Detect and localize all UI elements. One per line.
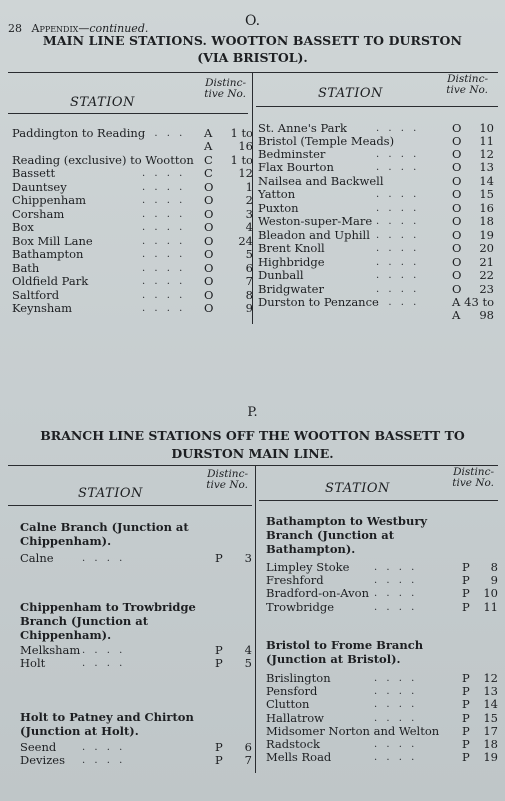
distinctive-letter: A [204,139,213,153]
distinctive-number: 2 [245,193,253,207]
station-name: Highbridge [258,255,325,269]
distinctive-letter: O [204,234,214,248]
distinctive-letter: O [452,214,462,228]
distinctive-number: 19 [483,750,498,765]
table-row [266,587,496,600]
distinctive-number: 22 [479,268,494,282]
dist-head-line1: Distinc- [205,77,246,89]
station-name: Box [12,220,34,234]
table-row [258,309,494,322]
distinctive-number: 14 [479,174,494,188]
leader-dots: . . . . [142,276,186,287]
table-o-right-station-head: STATION [318,86,383,101]
station-name: Dunball [258,268,304,282]
distinctive-letter: P [462,723,470,738]
leader-dots: . . . . [376,297,420,308]
distinctive-letter: P [215,740,223,754]
distinctive-number: 17 [483,723,498,738]
distinctive-number: 23 [479,282,494,296]
station-name: Yatton [258,187,296,201]
distinctive-number: 7 [244,753,252,768]
leader-dots: . . . . [374,739,418,750]
station-name: Trowbridge [266,599,335,614]
distinctive-letter: P [462,697,470,712]
table-p-divider [255,465,256,773]
leader-dots: . . . . [376,162,420,173]
station-name: Bath [12,261,40,275]
distinctive-number: 18 [479,214,494,228]
dist-head-line1: Distinc- [453,466,494,478]
station-name: Calne [20,551,54,565]
table-row [20,741,252,754]
table-row [20,754,252,767]
leader-dots: . . . . [374,699,418,711]
station-name: Brent Knoll [258,241,325,255]
table-row [266,738,496,751]
distinctive-number: 9 [245,301,253,315]
leader-dots: . . . . [374,686,418,698]
distinctive-letter: P [462,710,470,725]
leader-dots: . . . . [374,562,418,573]
leader-dots: . . . . [142,236,186,247]
distinctive-number: 9 [490,573,498,588]
page-number: 28 [8,22,22,35]
distinctive-letter: P [215,643,223,657]
section-o-letter: O. [244,13,261,29]
leader-dots: . . . . [376,270,420,281]
station-name: Radstock [266,737,320,751]
table-p-right-dist-head [444,467,494,489]
table-row [258,269,494,282]
station-name: Bassett [12,166,56,180]
leader-dots: . . . . [376,149,420,160]
table-row [266,725,496,738]
table-row [266,561,496,574]
distinctive-letter: P [462,684,470,699]
distinctive-number: 12 [479,147,494,161]
table-o-right-head-rule [256,106,498,107]
leader-dots: . . . . [82,645,126,656]
leader-dots: . . . . [376,189,420,200]
distinctive-letter: O [204,288,214,302]
distinctive-number: 43 to [464,295,494,309]
continued-label: —continued. [78,22,149,35]
distinctive-letter: O [204,301,214,315]
distinctive-number: 10 [479,121,494,135]
branch-title: Bristol to Frome Branch (Junction at Bristol). [266,638,424,666]
leader-dots: . . . . [142,263,186,274]
distinctive-number: 16 [479,201,494,215]
distinctive-letter: P [462,573,470,588]
distinctive-number: 16 [238,139,253,153]
distinctive-letter: P [462,586,470,601]
table-row [266,751,496,764]
leader-dots: . . . . [376,243,420,254]
station-name: Keynsham [12,301,73,315]
leader-dots: . . . . [376,203,420,214]
station-name: Dauntsey [12,180,67,194]
table-o-top-rule [8,72,498,73]
distinctive-number: 1 [245,180,253,194]
table-row [12,301,253,315]
leader-dots: . . . . [376,284,420,295]
station-name: Brislington [266,671,331,685]
distinctive-letter: O [204,220,214,234]
table-row [12,274,253,288]
distinctive-number: 13 [483,684,498,699]
distinctive-letter: O [452,268,462,282]
table-row [12,247,253,261]
station-name: Devizes [20,753,65,768]
distinctive-letter: O [452,160,462,174]
branch-title: Holt to Patney and Chirton (Junction at Holt). [20,710,194,738]
section-p-title: BRANCH LINE STATIONS OFF THE WOOTTON BASSETT TO [40,428,465,443]
distinctive-number: 12 [238,166,253,180]
station-name: Puxton [258,201,299,215]
table-row [266,712,496,725]
station-name: Flax Bourton [258,160,334,174]
section-o-title: MAIN LINE STATIONS. WOOTTON BASSETT TO DURSTON [42,33,463,48]
leader-dots: . . . . [374,588,418,600]
leader-dots: . . . . [142,182,186,193]
station-name: Box Mill Lane [12,234,93,248]
dist-head-line1: Distinc- [207,468,248,480]
leader-dots: . . . . [376,230,420,241]
distinctive-letter: O [452,255,462,269]
station-name: Bathampton [12,247,84,261]
branch-title: Bathampton to Westbury Branch (Junction at Bathampton). [266,514,428,556]
leader-dots: . . . . [142,222,186,233]
station-name: Chippenham [12,193,86,207]
distinctive-letter: P [462,750,470,765]
distinctive-letter: O [452,134,462,148]
distinctive-letter: P [462,671,470,685]
table-row [12,126,253,140]
distinctive-letter: O [204,274,214,288]
section-p-letter: P. [247,405,258,420]
table-row [258,242,494,255]
branch-title: Chippenham to Trowbridge Branch (Junction at Chippenham). [20,600,196,642]
station-name: Corsham [12,207,65,221]
distinctive-number: 8 [490,560,498,574]
station-name: Clutton [266,697,310,712]
station-name: Bridgwater [258,282,324,296]
distinctive-letter: O [452,187,462,201]
distinctive-number: 4 [245,220,253,234]
station-name: Bedminster [258,147,326,161]
station-name: Durston to Penzance [258,295,379,309]
leader-dots: . . . . [142,209,186,220]
distinctive-letter: A [452,295,461,309]
leader-dots: . . . . [82,658,126,670]
distinctive-letter: C [204,166,213,180]
distinctive-number: 5 [245,247,253,261]
table-o-left-station-head: STATION [70,95,135,110]
distinctive-number: 6 [244,740,252,754]
section-p-subtitle: DURSTON MAIN LINE. [171,446,334,461]
leader-dots: . . . . [82,742,126,753]
distinctive-letter: P [215,656,223,671]
distinctive-letter: O [204,193,214,207]
distinctive-letter: O [452,201,462,215]
distinctive-number: 24 [238,234,253,248]
table-o-right-dist-head [438,74,488,96]
distinctive-letter: P [215,551,223,565]
dist-head-line2: tive No. [204,88,246,100]
table-row [266,685,496,698]
distinctive-number: 10 [483,586,498,601]
distinctive-letter: O [452,121,462,135]
station-name: St. Anne's Park [258,121,347,135]
distinctive-number: 18 [483,737,498,751]
distinctive-letter: P [462,737,470,751]
distinctive-letter: O [204,180,214,194]
dist-head-line1: Distinc- [447,73,488,85]
table-row [266,601,496,614]
dist-head-line2: tive No. [452,477,494,489]
leader-dots: . . . . [374,752,418,764]
table-p-left-head-rule [8,505,252,506]
distinctive-number: 11 [479,134,494,148]
leader-dots: . . . . [82,755,126,767]
station-name: Saltford [12,288,60,302]
table-p-right-station-head: STATION [325,481,390,496]
distinctive-number: 5 [244,656,252,671]
station-name: Oldfield Park [12,274,89,288]
table-row [258,161,494,174]
leader-dots: . . . . [376,257,420,268]
station-name: Freshford [266,573,324,588]
table-p-top-rule [8,465,498,466]
table-o-left-head-rule [8,113,248,114]
station-name: Bleadon and Uphill [258,228,370,242]
distinctive-number: 12 [483,671,498,685]
distinctive-number: 15 [479,187,494,201]
distinctive-letter: O [204,247,214,261]
leader-dots: . . . . [82,553,126,564]
distinctive-number: 15 [483,710,498,725]
table-row [20,552,252,565]
leader-dots: . . . . [142,249,186,260]
distinctive-number: 98 [479,308,494,322]
table-row [266,698,496,711]
table-row [12,193,253,207]
distinctive-letter: O [452,147,462,161]
station-name: Bradford-on-Avon [266,586,369,601]
station-name: Limpley Stoke [266,560,350,574]
section-o-subtitle: (VIA BRISTOL). [197,50,308,65]
table-row [20,657,252,670]
station-name: Weston-super-Mare [258,214,373,228]
distinctive-number: 8 [245,288,253,302]
table-p-right-head-rule [259,500,498,501]
leader-dots: . . . . [142,128,186,139]
running-title: Appendix [31,22,79,35]
table-p-left-station-head: STATION [78,486,143,501]
leader-dots: . . . . [374,575,418,587]
leader-dots: . . . . [374,673,418,684]
table-row [258,188,494,201]
station-name: Pensford [266,684,318,699]
station-name: Mells Road [266,750,332,765]
leader-dots: . . . . [374,712,418,724]
distinctive-number: 3 [244,551,252,565]
distinctive-letter: C [204,153,213,167]
table-row [12,220,253,234]
dist-head-line2: tive No. [206,479,248,491]
station-name: Midsomer Norton and Welton [266,723,440,738]
leader-dots: . . . . [376,216,420,227]
distinctive-number: 3 [245,207,253,221]
leader-dots: . . . . [142,303,186,314]
table-row [12,139,253,153]
leader-dots: . . . . [142,290,186,301]
distinctive-number: 13 [479,160,494,174]
distinctive-number: 6 [245,261,253,275]
station-name: Reading (exclusive) to Wootton [12,153,194,167]
branch-title: Calne Branch (Junction at Chippenham). [20,520,189,548]
leader-dots: . . . . [142,168,186,179]
distinctive-number: 20 [479,241,494,255]
station-name: Bristol (Temple Meads) [258,134,395,148]
distinctive-letter: O [452,241,462,255]
station-name: Melksham [20,643,81,657]
table-row [12,166,253,180]
distinctive-letter: O [204,207,214,221]
distinctive-number: 4 [244,643,252,657]
distinctive-letter: A [452,308,461,322]
table-row [20,644,252,657]
station-name: Hallatrow [266,710,324,725]
dist-head-line2: tive No. [446,84,488,96]
station-name: Nailsea and Backwell [258,174,384,188]
station-name: Paddington to Reading [12,126,146,140]
distinctive-letter: P [462,599,470,614]
distinctive-letter: P [215,753,223,768]
distinctive-number: 19 [479,228,494,242]
station-name: Seend [20,740,57,754]
distinctive-letter: A [204,126,213,140]
distinctive-letter: P [462,560,470,574]
distinctive-number: 1 to [230,126,253,140]
distinctive-number: 14 [483,697,498,712]
distinctive-letter: O [204,261,214,275]
leader-dots: . . . . [142,195,186,206]
leader-dots: . . . . [376,123,420,134]
distinctive-letter: O [452,228,462,242]
distinctive-letter: O [452,282,462,296]
distinctive-number: 11 [483,599,498,614]
distinctive-number: 1 to [230,153,253,167]
table-o-left-dist-head [196,78,246,100]
distinctive-letter: O [452,174,462,188]
table-row [266,574,496,587]
table-p-left-dist-head [198,469,248,491]
distinctive-number: 21 [479,255,494,269]
table-row [266,672,496,685]
station-name: Holt [20,656,46,671]
table-row [258,215,494,228]
leader-dots: . . . . [374,601,418,613]
distinctive-number: 7 [245,274,253,288]
